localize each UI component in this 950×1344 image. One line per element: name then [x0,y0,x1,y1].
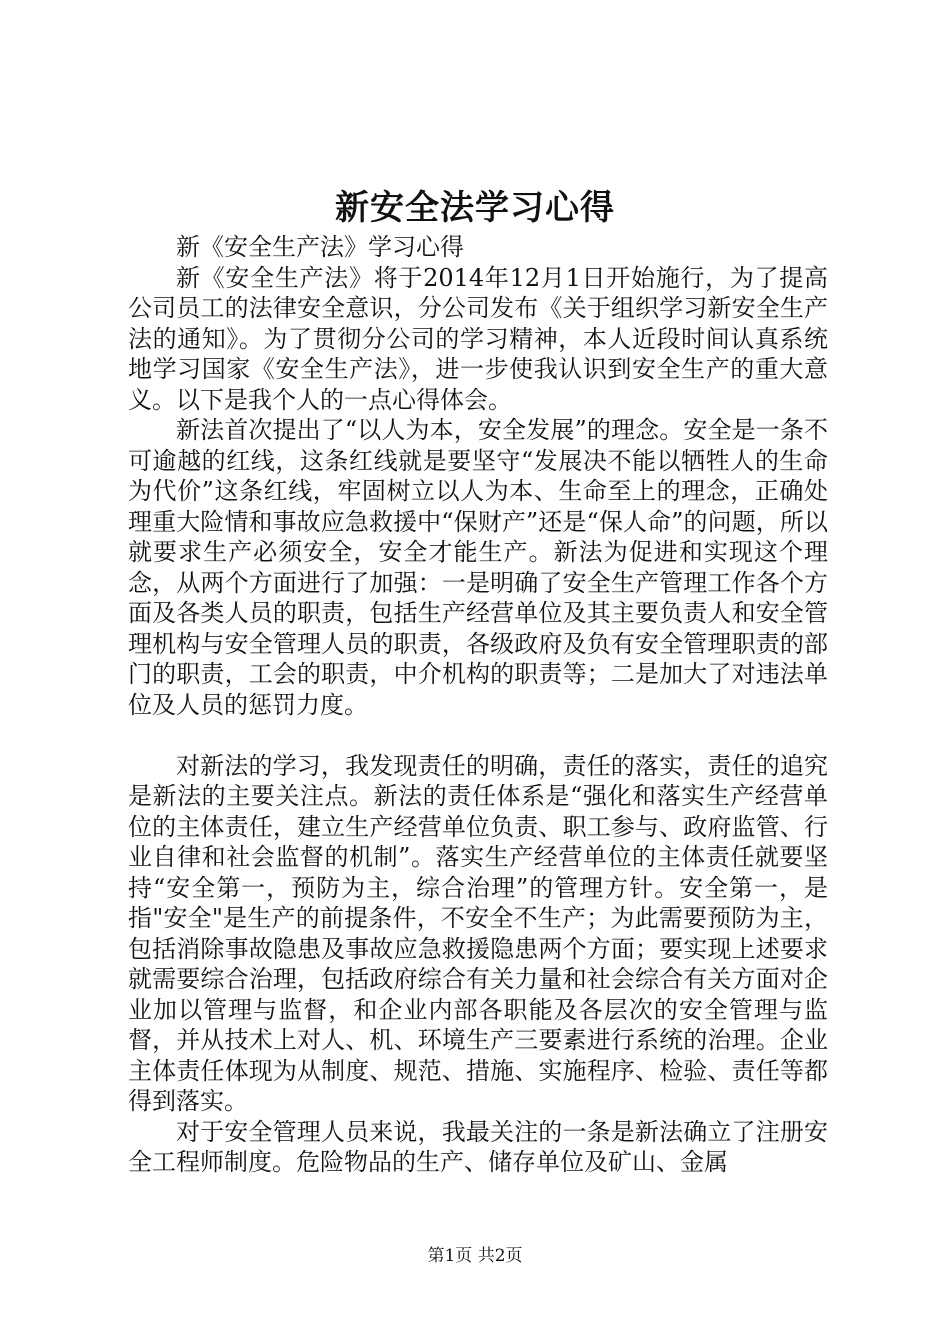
paragraph-spacer [128,720,828,751]
document-body [128,232,828,1178]
paragraph-safety-engineer: 对于安全管理人员来说，我最关注的一条是新法确立了注册安全工程师制度。危险物品的生产、储存单位及矿山、金属 [128,1117,828,1176]
page-footer: 第1页 共2页 [427,1246,523,1266]
paragraph-principle: 新法首次提出了“以人为本，安全发展”的理念。安全是一条不可逾越的红线，这条红线就是要坚守“发展决不能以牺牲人的生命为代价”这条红线，牢固树立以人为本、生命至上的理念，正确处理重大险情和事故应急救援中“保财产”还是“保人命”的问题，所以就要求生产必须安全，安全才能生产。新法为促进和实现这个理念，从两个方面进行了加强：一是明确了安全生产管理工作各个方面及各类人员的职责，包括生产经营单位及其主要负责人和安全管理机构与安全管理人员的职责，各级政府及负有安全管理职责的部门的职责，工会的职责，中介机构的职责等；二是加大了对违法单位及人员的惩罚力度。 [128,416,828,719]
paragraph-intro: 新《安全生产法》将于2014年12月1日开始施行，为了提高公司员工的法律安全意识，分公司发布《关于组织学习新安全生产法的通知》。为了贯彻分公司的学习精神，本人近段时间认真系统地学习国家《安全生产法》，进一步使我认识到安全生产的重大意义。以下是我个人的一点心得体会。 [128,263,828,414]
paragraph-responsibility: 对新法的学习，我发现责任的明确，责任的落实，责任的追究是新法的主要关注点。新法的责任体系是“强化和落实生产经营单位的主体责任，建立生产经营单位负责、职工参与、政府监管、行业自律和社会监督的机制”。落实生产经营单位的主体责任就要坚持“安全第一，预防为主，综合治理”的管理方针。安全第一，是指"安全"是生产的前提条件，不安全不生产；为此需要预防为主，包括消除事故隐患及事故应急救援隐患两个方面；要实现上述要求就需要综合治理，包括政府综合有关力量和社会综合有关方面对企业加以管理与监督，和企业内部各职能及各层次的安全管理与监督，并从技术上对人、机、环境生产三要素进行系统的治理。企业主体责任体现为从制度、规范、措施、实施程序、检验、责任等都得到落实。 [128,751,828,1115]
document-subtitle: 新《安全生产法》学习心得 [176,233,464,261]
document-title: 新安全法学习心得 [335,188,615,228]
